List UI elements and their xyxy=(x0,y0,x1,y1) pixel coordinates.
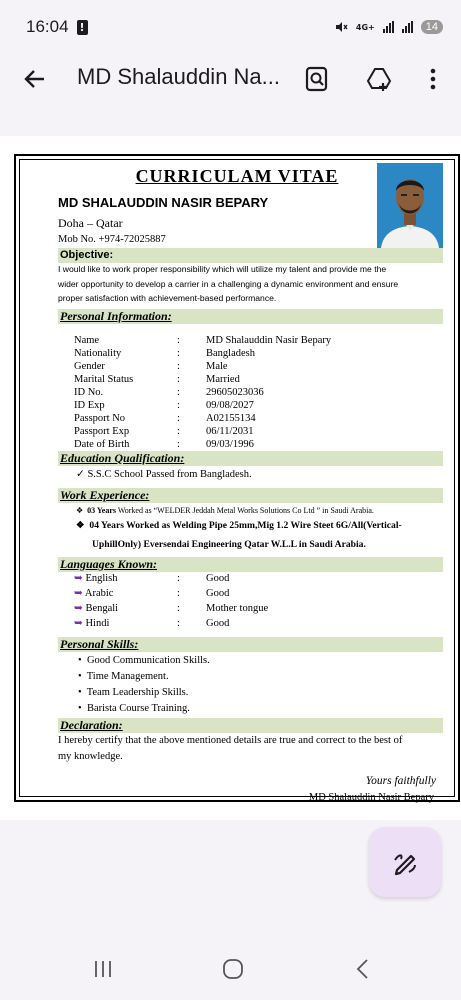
colon: : xyxy=(177,335,180,346)
personal-info-heading: Personal Information: xyxy=(58,309,443,324)
back-arrow-icon[interactable] xyxy=(22,66,48,92)
work-heading: Work Experience: xyxy=(58,488,443,503)
colon: : xyxy=(177,588,180,599)
network-type: 4G+ xyxy=(355,22,375,32)
status-icons xyxy=(334,20,443,34)
language-name: Bengali xyxy=(85,603,119,614)
arrow-bullet-icon: ➥ xyxy=(74,603,83,614)
mute-icon xyxy=(334,20,348,34)
colon: : xyxy=(177,603,180,614)
work-item xyxy=(76,506,374,515)
languages-heading: Languages Known: xyxy=(58,557,443,572)
add-to-drive-icon[interactable] xyxy=(366,66,392,92)
personal-label: Marital Status xyxy=(74,374,134,385)
education-item xyxy=(76,468,252,480)
colon: : xyxy=(177,374,180,385)
personal-label: Gender xyxy=(74,361,105,372)
skill-text: Barista Course Training. xyxy=(86,703,190,714)
language-level: Good xyxy=(206,618,230,629)
work2-line2: UphillOnly) Eversendai Engineering Qatar W.L.L in Saudi Arabia. xyxy=(92,539,366,550)
personal-value: A02155134 xyxy=(206,413,256,424)
colon: : xyxy=(177,573,180,584)
personal-value: MD Shalauddin Nasir Bepary xyxy=(206,335,332,346)
personal-value: Male xyxy=(206,361,228,372)
diamond-bullet-icon: ❖ xyxy=(76,520,85,531)
personal-value: Bangladesh xyxy=(206,348,255,359)
colon: : xyxy=(177,413,180,424)
language-name: English xyxy=(85,573,118,584)
edit-pen-icon xyxy=(391,848,419,876)
skills-heading: Personal Skills: xyxy=(58,637,443,652)
alert-icon: ! xyxy=(77,20,88,35)
colon: : xyxy=(177,426,180,437)
objective-heading: Objective: xyxy=(58,248,443,263)
declaration-heading: Declaration: xyxy=(58,718,443,733)
work1-years: 03 Years xyxy=(87,506,116,515)
personal-label: ID Exp xyxy=(74,400,105,411)
work2-line1: 04 Years Worked as Welding Pipe 25mm,Mig 1.2 Wire Steet 6G/All(Vertical- xyxy=(89,520,402,531)
personal-value: 09/08/2027 xyxy=(206,400,254,411)
edit-fab-button[interactable] xyxy=(369,827,441,897)
signal-icon xyxy=(383,21,394,33)
education-heading: Education Qualification: xyxy=(58,451,443,466)
objective-line: wider opportunity to develop a carrier in a challenging a dynamic environment and ensure xyxy=(58,278,399,289)
language-item xyxy=(74,587,113,599)
language-name: Hindi xyxy=(85,618,110,629)
personal-value: 29605023036 xyxy=(206,387,264,398)
system-nav-bar xyxy=(0,938,461,1000)
search-document-icon[interactable] xyxy=(304,66,330,92)
recent-apps-icon[interactable] xyxy=(92,958,114,980)
home-icon[interactable] xyxy=(221,957,245,981)
language-level: Good xyxy=(206,588,230,599)
profile-photo xyxy=(377,163,443,248)
skill-text: Good Communication Skills. xyxy=(86,655,210,666)
diamond-bullet-icon: ❖ xyxy=(76,506,84,515)
skill-item: • Barista Course Training. xyxy=(78,703,190,714)
back-nav-icon[interactable] xyxy=(352,957,374,981)
signature-name: MD Shalauddin Nasir Bepary xyxy=(308,792,434,803)
language-item xyxy=(74,617,109,629)
more-options-icon[interactable] xyxy=(420,66,446,92)
arrow-bullet-icon: ➥ xyxy=(74,588,83,599)
objective-text xyxy=(58,262,448,306)
cv-page-inner xyxy=(19,159,455,803)
work1-text: Worked as “WELDER Jeddah Metal Works Solutions Co Ltd ” in Saudi Arabia. xyxy=(117,506,374,515)
language-level: Good xyxy=(206,573,230,584)
skill-item: • Team Leadership Skills. xyxy=(78,687,189,698)
language-item xyxy=(74,602,118,614)
personal-label: Nationality xyxy=(74,348,122,359)
colon: : xyxy=(177,400,180,411)
colon: : xyxy=(177,387,180,398)
document-title: MD Shalauddin Na... xyxy=(77,64,280,89)
personal-value: Married xyxy=(206,374,240,385)
personal-value: 06/11/2031 xyxy=(206,426,254,437)
cv-mobile: Mob No. +974-72025887 xyxy=(58,234,166,245)
declaration-line: I hereby certify that the above mentioned details are true and correct to the best of xyxy=(58,735,403,746)
objective-line: proper satisfaction with achievement-based performance. xyxy=(58,293,277,303)
signal-icon-2 xyxy=(402,21,413,33)
battery-badge: 14 xyxy=(421,20,443,34)
work-item xyxy=(76,520,402,531)
language-name: Arabic xyxy=(84,588,114,599)
colon: : xyxy=(177,618,180,629)
skill-item: • Time Management. xyxy=(78,671,169,682)
declaration-line: my knowledge. xyxy=(58,751,123,762)
check-icon: ✓ xyxy=(76,469,85,480)
cv-title: CURRICULAM VITAE xyxy=(135,166,339,186)
personal-label: Name xyxy=(74,335,100,346)
colon: : xyxy=(177,348,180,359)
colon: : xyxy=(177,361,180,372)
personal-label: Date of Birth xyxy=(74,439,130,450)
language-item xyxy=(74,572,118,584)
skill-text: Team Leadership Skills. xyxy=(86,687,189,698)
language-level: Mother tongue xyxy=(206,603,269,614)
app-bar xyxy=(0,54,461,104)
colon: : xyxy=(177,439,180,450)
cv-page xyxy=(14,154,460,802)
status-time: 16:04 xyxy=(26,17,69,36)
personal-label: ID No. xyxy=(74,387,104,398)
skill-text: Time Management. xyxy=(86,671,169,682)
skill-item: • Good Communication Skills. xyxy=(78,655,210,666)
personal-label: Passport Exp xyxy=(74,426,130,437)
objective-line: I would like to work proper responsibility which will utilize my talent and provide me the xyxy=(58,264,387,274)
arrow-bullet-icon: ➥ xyxy=(74,618,83,629)
arrow-bullet-icon: ➥ xyxy=(74,573,83,584)
personal-value: 09/03/1996 xyxy=(206,439,254,450)
personal-label: Passport No xyxy=(74,413,126,424)
cv-location: Doha – Qatar xyxy=(58,216,123,230)
document-viewer[interactable] xyxy=(0,136,461,820)
cv-name: MD SHALAUDDIN NASIR BEPARY xyxy=(58,195,269,210)
closing-text: Yours faithfully xyxy=(365,775,436,787)
status-bar xyxy=(0,0,461,54)
education-text: S.S.C School Passed from Bangladesh. xyxy=(87,469,252,480)
